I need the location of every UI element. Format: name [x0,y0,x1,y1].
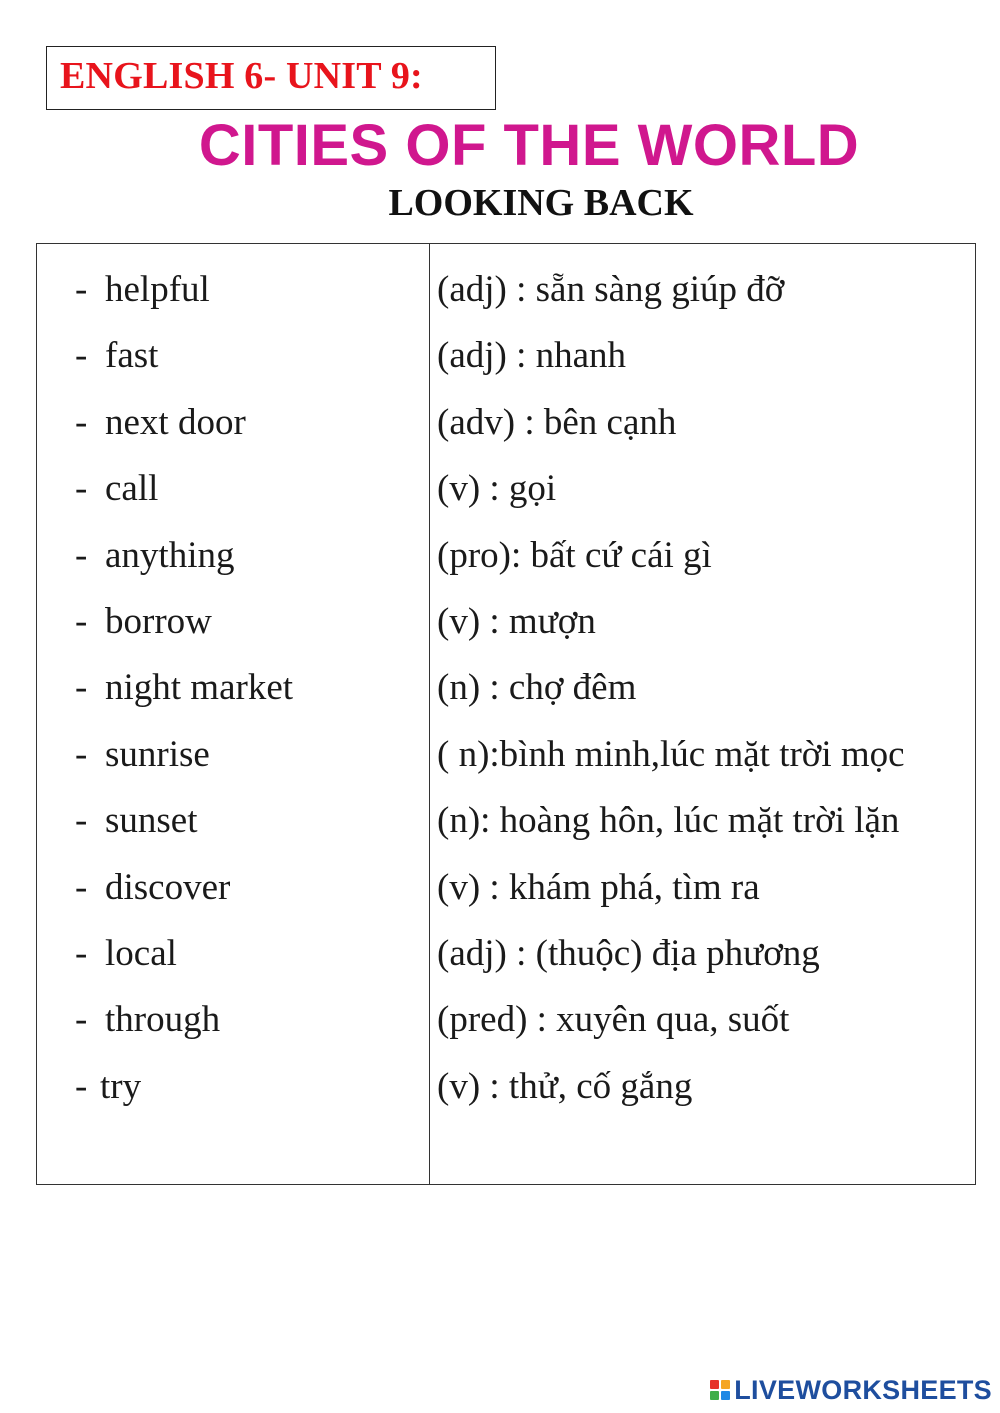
vocab-definition: ( n):bình minh,lúc mặt trời mọc [437,733,905,775]
vocab-word: anything [105,534,235,576]
vocabulary-table [36,243,976,1185]
vocab-term [75,733,210,777]
vocab-term [75,932,177,976]
vocab-word: local [105,933,177,974]
table-row [37,534,975,594]
bullet-dash: - [75,601,88,642]
vocab-term [75,998,220,1042]
vocab-word: discover [105,866,231,908]
vocab-definition: (pred) : xuyên qua, suốt [437,999,790,1041]
vocab-term [75,401,246,445]
vocab-definition: (adj) : sẵn sàng giúp đỡ [437,269,785,310]
table-row [37,998,975,1058]
vocab-definition: (v) : gọi [437,468,557,510]
table-row [37,733,975,793]
liveworksheets-logo-icon [710,1380,730,1400]
vocab-definition: (n): hoàng hôn, lúc mặt trời lặn [437,800,900,842]
bullet-dash: - [75,468,88,510]
table-row [37,467,975,527]
watermark-text: LIVEWORKSHEETS [734,1374,992,1405]
vocab-term [75,268,210,312]
bullet-dash: - [75,269,88,310]
vocab-word: call [105,468,159,510]
bullet-dash: - [75,401,88,443]
vocab-definition: (v) : thử, cố gắng [437,1065,693,1107]
vocab-term [75,334,158,378]
table-row [37,666,975,726]
vocab-term [75,799,198,843]
bullet-dash: - [75,866,88,908]
bullet-dash: - [75,733,88,775]
table-row [37,401,975,461]
vocab-definition: (adv) : bên cạnh [437,401,677,443]
vocab-word: night market [105,667,294,709]
table-row [37,932,975,992]
vocab-term [75,534,234,578]
bullet-dash: - [75,1065,88,1107]
bullet-dash: - [75,667,88,709]
vocab-word: helpful [105,269,210,310]
vocab-word: try [100,1065,142,1107]
vocab-definition: (adj) : (thuộc) địa phương [437,933,820,974]
vocab-word: sunrise [105,733,210,775]
vocab-definition: (v) : mượn [437,601,596,642]
table-row [37,799,975,859]
table-row [37,866,975,926]
section-title: LOOKING BACK [388,182,694,224]
page-title: CITIES OF THE WORLD [198,113,860,178]
bullet-dash: - [75,534,88,576]
unit-label-box [46,46,496,110]
bullet-dash: - [75,999,88,1041]
table-row [37,268,975,328]
unit-label: ENGLISH 6- UNIT 9: [60,55,423,97]
vocab-word: borrow [105,601,212,642]
vocab-term [75,666,293,710]
table-row [37,1065,975,1125]
vocab-term [75,1065,141,1109]
vocab-definition: (pro): bất cứ cái gì [437,534,712,576]
vocab-word: sunset [105,800,198,842]
bullet-dash: - [75,335,88,377]
bullet-dash: - [75,800,88,842]
vocab-definition: (v) : khám phá, tìm ra [437,866,760,908]
bullet-dash: - [75,933,88,974]
vocab-term [75,866,230,910]
table-row [37,600,975,660]
vocab-definition: (adj) : nhanh [437,335,627,377]
liveworksheets-watermark [710,1375,992,1405]
vocab-term [75,467,158,511]
vocab-word: through [105,999,221,1041]
vocab-term [75,600,212,644]
table-row [37,334,975,394]
vocab-definition: (n) : chợ đêm [437,667,637,709]
vocab-word: next door [105,401,246,443]
vocab-word: fast [105,335,159,377]
